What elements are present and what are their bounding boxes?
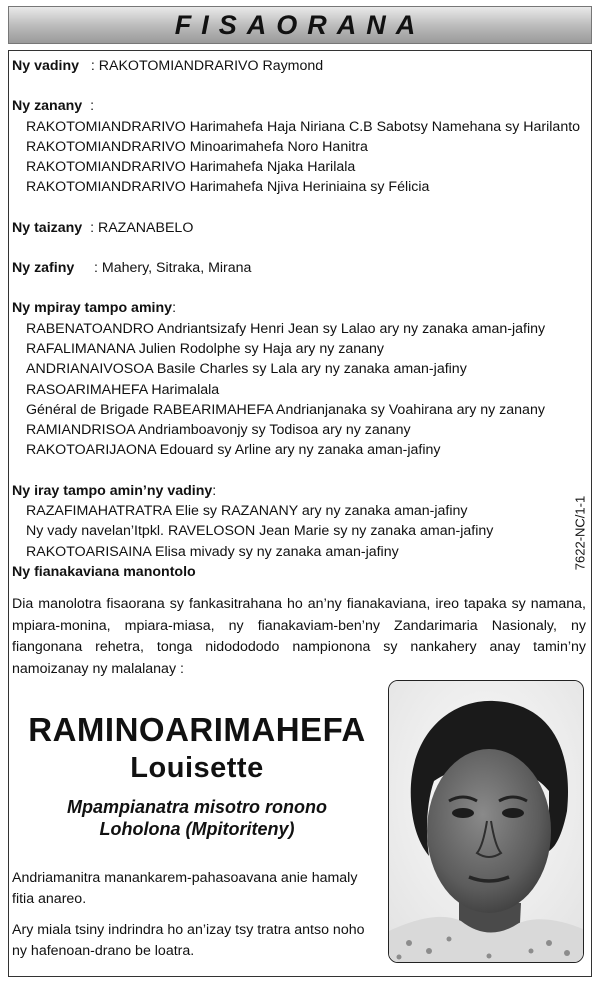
zanany-label: Ny zanany (12, 98, 83, 115)
mpiray-item: RAMIANDRISOA Andriamboavonjy sy Todisoa ary ny zanany (26, 422, 411, 439)
closing-text (12, 868, 382, 972)
deceased-surname: RAMINOARIMAHEFA (28, 711, 366, 748)
mpiray-item: ANDRIANAIVOSOA Basile Charles sy Lala ary ny zanaka aman-jafiny (26, 361, 467, 378)
zanany-item: RAKOTOMIANDRARIVO Harimahefa Njaka Harilala (26, 159, 356, 176)
mpiray-colon: : (172, 300, 177, 317)
zanany-item: RAKOTOMIANDRARIVO Harimahefa Njiva Heriniaina sy Félicia (26, 179, 430, 196)
mpiray-item: Général de Brigade RABEARIMAHEFA Andrianjanaka sy Voahirana ary ny zanany (26, 401, 545, 418)
header-banner (8, 6, 592, 44)
vadiny-row (12, 56, 586, 76)
deceased-block (12, 710, 382, 840)
iray-row (12, 481, 586, 501)
vadiny-label: Ny vadiny (12, 58, 80, 74)
vadiny-value: : RAKOTOMIANDRARIVO Raymond (90, 58, 324, 74)
mpiray-item: RASOARIMAHEFA Harimalala (26, 381, 220, 398)
deceased-role-2: Loholona (Mpitoriteny) (99, 819, 295, 839)
taizany-label: Ny taizany (12, 219, 83, 236)
taizany-value: : RAZANABELO (90, 219, 194, 236)
iray-item: RAZAFIMAHATRATRA Elie sy RAZANANY ary ny zanaka aman-jafiny (26, 503, 468, 520)
deceased-firstname: Louisette (130, 752, 264, 784)
header-title: FISAORANA (174, 9, 426, 40)
deceased-role: Mpampianatra misotro ronono (66, 797, 327, 817)
reference-text: 7622-NC/1-1 (572, 495, 588, 571)
zafiny-row (12, 258, 586, 278)
iray-label: Ny iray tampo amin’ny vadiny (12, 482, 213, 499)
reference-code (568, 488, 592, 578)
notice-content (12, 56, 586, 680)
zanany-item: RAKOTOMIANDRARIVO Minoarimahefa Noro Hanitra (26, 138, 368, 155)
closing-paragraph-1: Andriamanitra manankarem-pahasoavana anie hamaly fitia anareo. (12, 870, 358, 907)
zafiny-value: : Mahery, Sitraka, Mirana (94, 260, 252, 277)
mpiray-row (12, 298, 586, 318)
mpiray-item: RAKOTOARIJAONA Edouard sy Arline ary ny zanaka aman-jafiny (26, 442, 441, 459)
closing-paragraph-2: Ary miala tsiny indrindra ho an’izay tsy tratra antso noho ny hafenoan-drano be loatra. (12, 922, 365, 959)
iray-colon: : (212, 482, 217, 499)
taizany-row (12, 218, 586, 238)
mpiray-item: RABENATOANDRO Andriantsizafy Henri Jean sy Lalao ary ny zanaka aman-jafiny (26, 320, 546, 337)
thanks-paragraph: Dia manolotra fisaorana sy fankasitrahana ho an’ny fianakaviana, ireo tapaka sy namana, mpiara-monina, mpiara-miasa, ny fianakaviam-ben’ny Zandarimaria Nasionaly, ny fiangonana rehetra, tonga nidodododo nampionona sy nankahery anay tamin’ny namoizanay ny malalanay : (12, 596, 586, 677)
portrait-icon (389, 681, 583, 962)
iray-item: Ny vady navelan’Itpkl. RAVELOSON Jean Marie sy ny zanaka aman-jafiny (26, 523, 494, 540)
iray-item: RAKOTOARISAINA Elisa mivady sy ny zanaka aman-jafiny (26, 543, 399, 560)
mpiray-item: RAFALIMANANA Julien Rodolphe sy Haja ary ny zanany (26, 340, 385, 357)
zafiny-label: Ny zafiny (12, 260, 75, 277)
zanany-colon: : (90, 98, 95, 115)
fianakaviana-label: Ny fianakaviana manontolo (12, 563, 196, 580)
portrait-photo (388, 680, 584, 963)
zanany-item: RAKOTOMIANDRARIVO Harimahefa Haja Niriana C.B Sabotsy Namehana sy Harilanto (26, 118, 581, 135)
mpiray-label: Ny mpiray tampo aminy (12, 300, 173, 317)
zanany-row (12, 96, 586, 116)
